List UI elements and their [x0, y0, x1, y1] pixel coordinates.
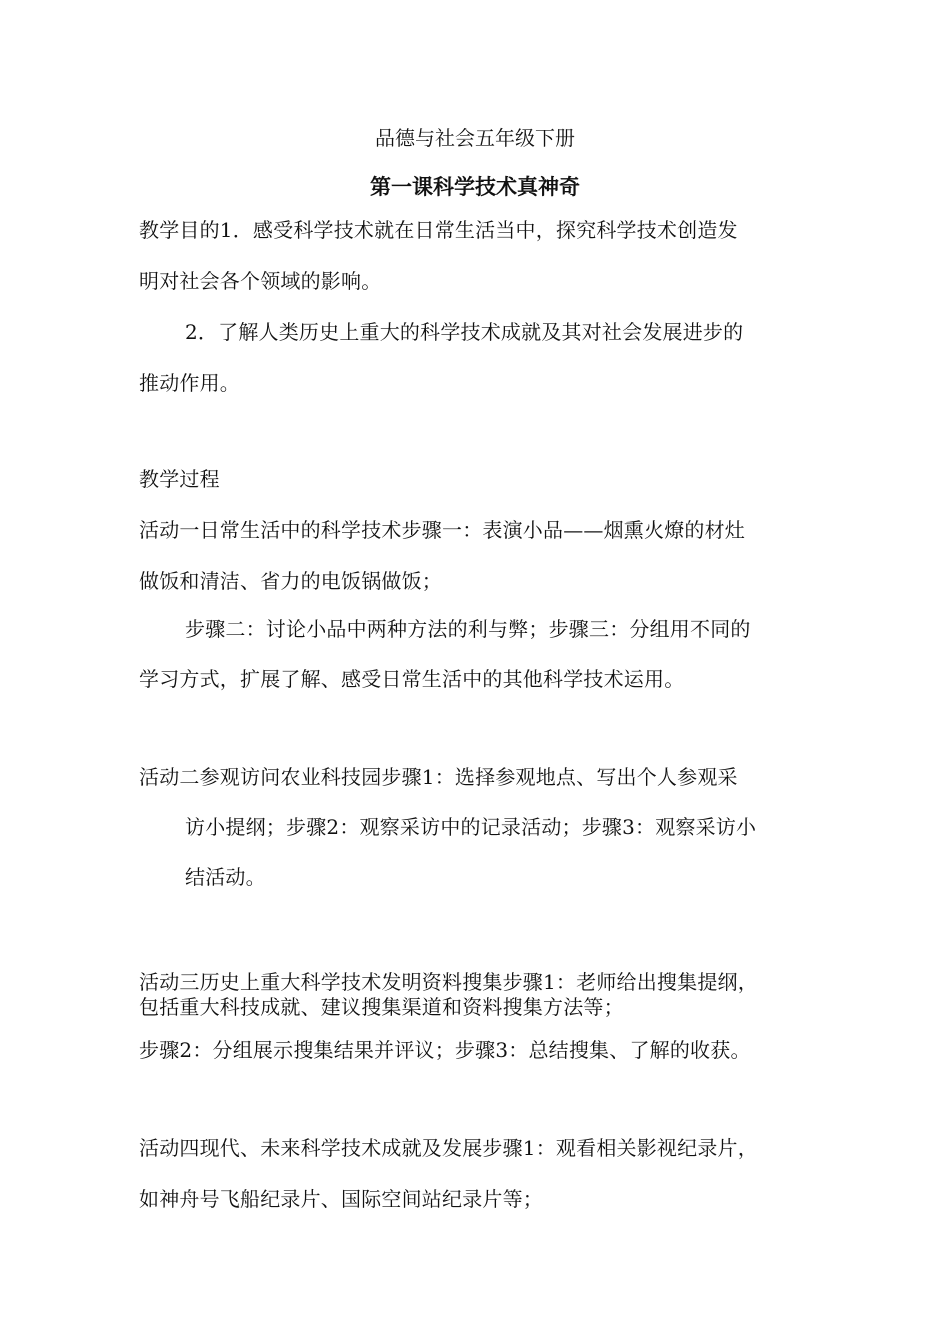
text-line: 活动四现代、未来科学技术成就及发展步骤1：观看相关影视纪录片， — [139, 1136, 758, 1160]
text-line: 如神舟号飞船纪录片、国际空间站纪录片等； — [139, 1187, 543, 1211]
text-line: 步骤二：讨论小品中两种方法的利与弊；步骤三：分组用不同的 — [185, 617, 751, 641]
text-line: 学习方式，扩展了解、感受日常生活中的其他科学技术运用。 — [139, 667, 685, 691]
text-line: 访小提纲；步骤2：观察采访中的记录活动；步骤3：观察采访小 — [185, 815, 757, 839]
text-line: 包括重大科技成就、建议搜集渠道和资料搜集方法等； — [139, 995, 624, 1019]
text-line: 活动一日常生活中的科学技术步骤一：表演小品——烟熏火燎的材灶 — [139, 518, 745, 542]
text-line: 2．了解人类历史上重大的科学技术成就及其对社会发展进步的 — [185, 320, 744, 344]
section-heading: 教学过程 — [139, 467, 220, 491]
lesson-title: 第一课科学技术真神奇 — [370, 175, 580, 199]
text-line: 明对社会各个领域的影响。 — [139, 269, 382, 293]
document-title: 品德与社会五年级下册 — [375, 126, 575, 150]
text-line: 活动二参观访问农业科技园步骤1：选择参观地点、写出个人参观采 — [139, 765, 738, 789]
text-line: 结活动。 — [185, 865, 266, 889]
text-line: 步骤2：分组展示搜集结果并评议；步骤3：总结搜集、了解的收获。 — [139, 1038, 751, 1062]
text-line: 做饭和清洁、省力的电饭锅做饭； — [139, 569, 442, 593]
text-line: 教学目的1．感受科学技术就在日常生活当中，探究科学技术创造发 — [139, 218, 738, 242]
text-line: 活动三历史上重大科学技术发明资料搜集步骤1：老师给出搜集提纲， — [139, 970, 758, 994]
text-line: 推动作用。 — [139, 371, 240, 395]
